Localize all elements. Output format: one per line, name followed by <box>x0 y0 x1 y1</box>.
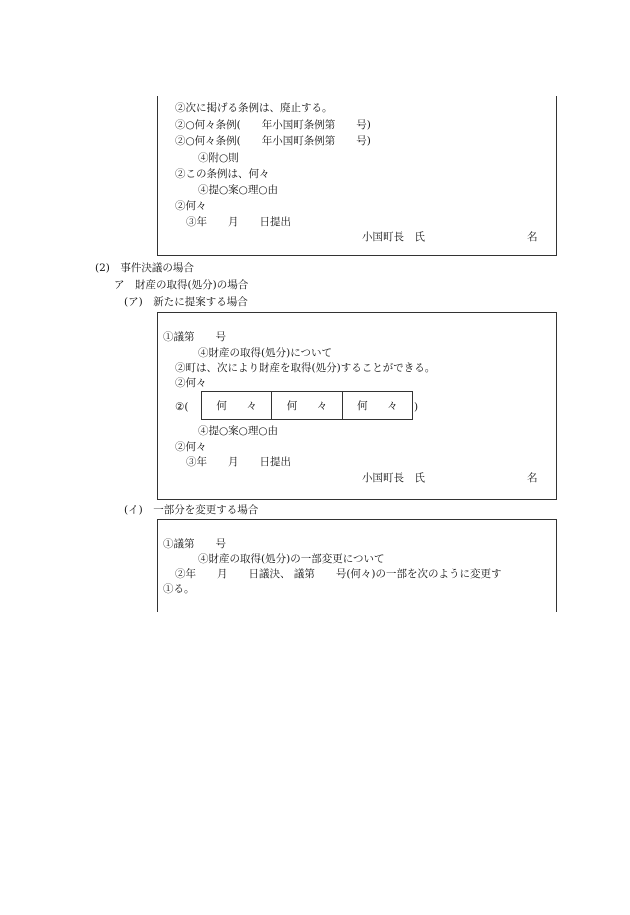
table-cell-right: 々 <box>246 400 257 412</box>
heading-event-resolution: (2) 事件決議の場合 <box>95 262 194 274</box>
box1-signature-right: 名 <box>527 231 538 243</box>
table-row <box>202 392 413 420</box>
box2-body-2: ②何々 <box>175 377 207 389</box>
table-cell <box>272 392 342 420</box>
heading-property-acquisition: ア 財産の取得(処分)の場合 <box>114 279 249 291</box>
box1-line-1: ②次に掲げる条例は、廃止する。 <box>175 102 333 114</box>
box1-line-3: ②○何々条例( 年小国町条例第 号) <box>175 135 371 147</box>
box1-line-5: ②この条例は、何々 <box>175 168 270 180</box>
box2-body: ②町は、次により財産を取得(処分)することができる。 <box>175 362 436 374</box>
table-cell-right: 々 <box>387 400 398 412</box>
box3-body-2: ①る。 <box>163 583 195 595</box>
table-cell <box>202 392 272 420</box>
table-cell-left: 何 <box>286 400 298 412</box>
box2-table-close: ) <box>414 401 419 413</box>
table-cell-left: 何 <box>357 400 368 412</box>
table-cell <box>342 392 412 420</box>
box1-line-8: ③年 月 日提出 <box>186 216 291 228</box>
box1-line-2: ②○何々条例( 年小国町条例第 号) <box>175 119 371 131</box>
box3-body: ②年 月 日議決、 議第 号(何々)の一部を次のように変更す <box>175 568 502 580</box>
box3-title: ④財産の取得(処分)の一部変更について <box>198 553 385 565</box>
box1-line-6: ④提○案○理○由 <box>198 184 278 196</box>
box2-date: ③年 月 日提出 <box>186 456 291 468</box>
box1-signature-left: 小国町長 氏 <box>362 231 425 243</box>
box2-reason-body: ②何々 <box>175 441 207 453</box>
property-detail-table <box>201 391 413 420</box>
box2-bill-number: ①議第 号 <box>163 331 226 343</box>
box2-title: ④財産の取得(処分)について <box>198 347 332 359</box>
box2-signature-right: 名 <box>527 472 538 484</box>
heading-partial-change: (イ) 一部分を変更する場合 <box>124 504 259 516</box>
box3-bill-number: ①議第 号 <box>163 538 226 550</box>
heading-new-proposal: (ア) 新たに提案する場合 <box>124 296 248 308</box>
box2-table-open: ②( <box>175 401 189 413</box>
box2-signature-left: 小国町長 氏 <box>362 472 425 484</box>
box2-reason: ④提○案○理○由 <box>198 425 278 437</box>
box1-line-4: ④附○則 <box>198 152 239 164</box>
table-cell-right: 々 <box>316 400 328 412</box>
table-cell-left: 何 <box>216 400 227 412</box>
box1-line-7: ②何々 <box>175 200 207 212</box>
